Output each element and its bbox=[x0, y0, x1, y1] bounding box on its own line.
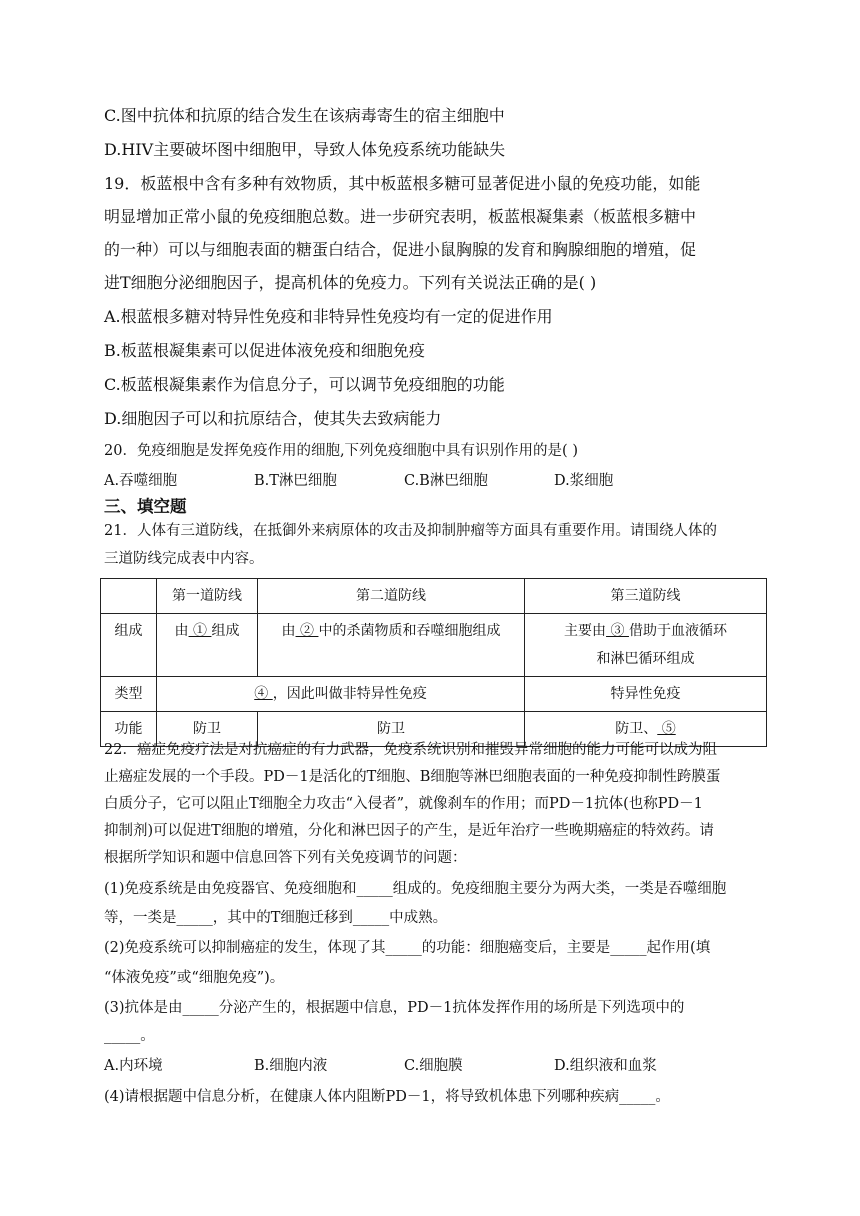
q20-option-c: C.B淋巴细胞 bbox=[404, 473, 488, 489]
q18-option-d: D.HIV主要破坏图中细胞甲，导致人体免疫系统功能缺失 bbox=[104, 140, 506, 159]
q19-stem-line-1: 19．板蓝根中含有多种有效物质，其中板蓝根多糖可显著促进小鼠的免疫功能，如能 bbox=[104, 174, 701, 193]
q20-stem: 20．免疫细胞是发挥免疫作用的细胞,下列免疫细胞中具有识别作用的是( ) bbox=[104, 443, 578, 459]
table-corner-cell bbox=[101, 579, 157, 614]
q20-options bbox=[104, 469, 613, 493]
blank-2: ② bbox=[295, 623, 319, 639]
q18-option-c: C.图中抗体和抗原的结合发生在该病毒寄生的宿主细胞中 bbox=[104, 106, 505, 125]
q21-stem-line-2: 三道防线完成表中内容。 bbox=[104, 551, 264, 567]
q19-stem-line-4: 进T细胞分泌细胞因子，提高机体的免疫力。下列有关说法正确的是( ) bbox=[104, 273, 597, 292]
q22-part-2-line-2: “体液免疫”或“细胞免疫”)。 bbox=[104, 970, 285, 986]
row-label-function: 功能 bbox=[101, 712, 157, 747]
q19-stem-line-3: 的一种）可以与细胞表面的糖蛋白结合，促进小鼠胸腺的发育和胸腺细胞的增殖，促 bbox=[104, 240, 697, 259]
q22-option-a: A.内环境 bbox=[104, 1058, 163, 1074]
blank-5: ⑤ bbox=[657, 721, 676, 737]
row-label-type: 类型 bbox=[101, 677, 157, 712]
q22-option-b: B.细胞内液 bbox=[254, 1058, 328, 1074]
q22-stem-line-5: 根据所学知识和题中信息回答下列有关免疫调节的问题： bbox=[104, 850, 467, 866]
q19-option-d: D.细胞因子可以和抗原结合，使其失去致病能力 bbox=[104, 409, 442, 428]
q19-option-b: B.板蓝根凝集素可以促进体液免疫和细胞免疫 bbox=[104, 341, 425, 360]
blank-1: ① bbox=[188, 623, 212, 639]
q20-option-b: B.T淋巴细胞 bbox=[254, 473, 337, 489]
header-first-line: 第一道防线 bbox=[157, 579, 258, 614]
defense-table bbox=[100, 578, 767, 747]
q22-part-1-line-2: 等，一类是_____，其中的T细胞迁移到_____中成熟。 bbox=[104, 910, 448, 926]
cell-third-function: 防卫、 ⑤ bbox=[525, 712, 767, 747]
cell-second-composition: 由 ② 中的杀菌物质和吞噬细胞组成 bbox=[258, 614, 525, 677]
cell-nonspecific-type: ④ ，因此叫做非特异性免疫 bbox=[157, 677, 525, 712]
q21-stem-line-1: 21．人体有三道防线，在抵御外来病原体的攻击及抑制肿瘤等方面具有重要作用。请围绕人体的 bbox=[104, 523, 717, 539]
cell-second-function: 防卫 bbox=[258, 712, 525, 747]
q22-part-4: (4)请根据题中信息分析，在健康人体内阻断PD－1，将导致机体患下列哪种疾病_____。 bbox=[104, 1089, 670, 1105]
q22-stem-line-1: 22．癌症免疫疗法是对抗癌症的有力武器，免疫系统识别和摧毁异常细胞的能力可能可以成为阻 bbox=[104, 742, 717, 758]
cell-specific-type: 特异性免疫 bbox=[525, 677, 767, 712]
blank-4: ④ bbox=[254, 686, 273, 702]
header-third-line: 第三道防线 bbox=[525, 579, 767, 614]
table-row bbox=[101, 579, 767, 614]
q22-option-c: C.细胞膜 bbox=[404, 1058, 463, 1074]
header-second-line: 第二道防线 bbox=[258, 579, 525, 614]
q22-stem-line-3: 白质分子，它可以阻止T细胞全力攻击“入侵者”，就像刹车的作用；而PD－1抗体(也称PD－1 bbox=[104, 796, 703, 812]
q22-part-3-line-1: (3)抗体是由_____分泌产生的，根据题中信息，PD－1抗体发挥作用的场所是下列选项中的 bbox=[104, 1000, 685, 1016]
cell-third-composition: 主要由 ③ 借助于血液循环 和淋巴循环组成 bbox=[525, 614, 767, 677]
q22-part-3-line-2: _____。 bbox=[104, 1028, 155, 1044]
q20-option-d: D.浆细胞 bbox=[554, 473, 614, 489]
blank-3: ③ bbox=[606, 623, 629, 639]
q19-option-c: C.板蓝根凝集素作为信息分子，可以调节免疫细胞的功能 bbox=[104, 375, 505, 394]
q22-option-d: D.组织液和血浆 bbox=[554, 1058, 657, 1074]
q19-stem-line-2: 明显增加正常小鼠的免疫细胞总数。进一步研究表明，板蓝根凝集素（板蓝根多糖中 bbox=[104, 207, 697, 226]
q22-part-2-line-1: (2)免疫系统可以抑制癌症的发生，体现了其_____的功能：细胞癌变后，主要是_____起作用(填 bbox=[104, 940, 711, 956]
table-row bbox=[101, 614, 767, 677]
q22-stem-line-2: 止癌症发展的一个手段。PD－1是活化的T细胞、B细胞等淋巴细胞表面的一种免疫抑制性跨膜蛋 bbox=[104, 769, 721, 785]
q22-part-3-options bbox=[104, 1054, 657, 1078]
row-label-composition: 组成 bbox=[101, 614, 157, 677]
cell-first-function: 防卫 bbox=[157, 712, 258, 747]
q22-part-1-line-1: (1)免疫系统是由免疫器官、免疫细胞和_____组成的。免疫细胞主要分为两大类，一类是吞噬细胞 bbox=[104, 881, 727, 897]
table-row bbox=[101, 677, 767, 712]
section-heading: 三、填空题 bbox=[104, 497, 187, 516]
q22-stem-line-4: 抑制剂)可以促进T细胞的增殖，分化和淋巴因子的产生，是近年治疗一些晚期癌症的特效药。请 bbox=[104, 823, 714, 839]
cell-first-composition: 由 ① 组成 bbox=[157, 614, 258, 677]
q19-option-a: A.根蓝根多糖对特异性免疫和非特异性免疫均有一定的促进作用 bbox=[104, 307, 553, 326]
q20-option-a: A.吞噬细胞 bbox=[104, 473, 178, 489]
